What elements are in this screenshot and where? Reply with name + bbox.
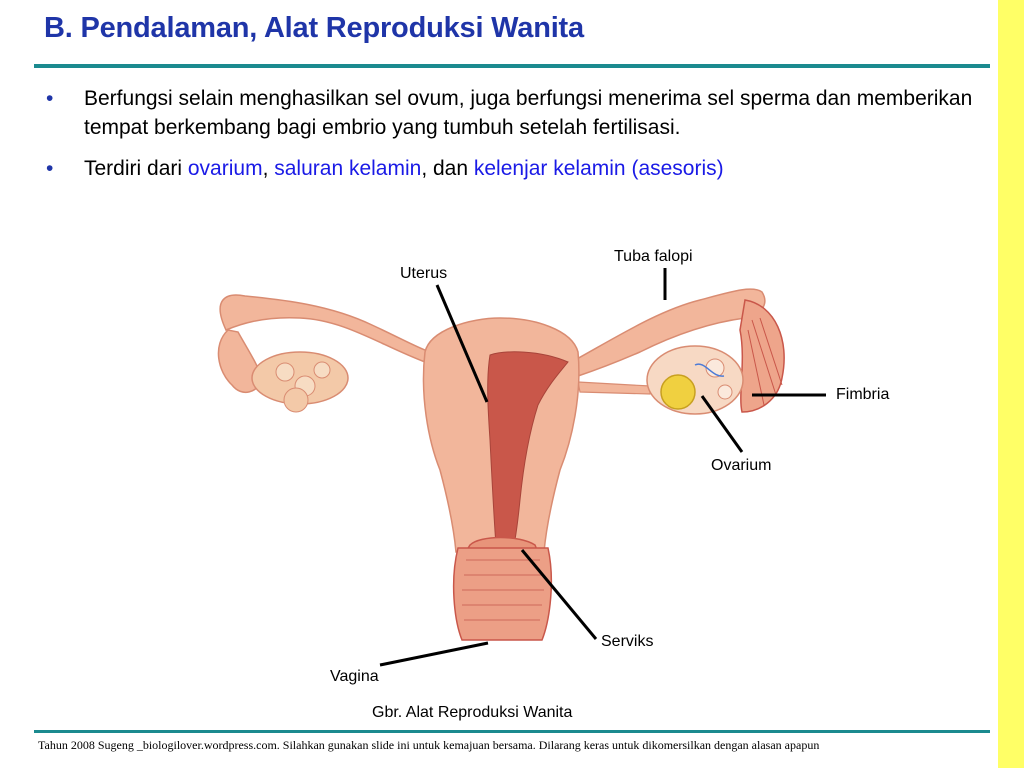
label-serviks: Serviks (601, 633, 654, 650)
label-vagina: Vagina (330, 668, 379, 685)
bullet-separator: , dan (421, 157, 474, 180)
footer-text: Tahun 2008 Sugeng _biologilover.wordpress.com. Silahkan gunakan slide ini untuk kemajuan bersama. Dilarang keras untuk dikomersilkan dengan alasan apapun (38, 738, 820, 752)
bullet-marker: • (46, 87, 54, 110)
term-kelenjar-kelamin: kelenjar kelamin (asesoris) (473, 157, 724, 180)
term-saluran-kelamin: saluran kelamin (274, 157, 422, 180)
bullet-prefix: Terdiri dari (84, 157, 188, 180)
slide-title: B. Pendalaman, Alat Reproduksi Wanita (44, 12, 584, 44)
left-ovary (252, 352, 348, 412)
uterus (423, 318, 578, 552)
bullet-marker: • (46, 157, 54, 180)
label-ovarium: Ovarium (711, 457, 772, 474)
label-fimbria: Fimbria (836, 386, 890, 403)
bullet-separator: , (262, 157, 275, 180)
figure-caption: Gbr. Alat Reproduksi Wanita (372, 704, 573, 721)
label-tuba-falopi: Tuba falopi (614, 248, 693, 265)
vagina (454, 548, 552, 640)
right-ovary (647, 346, 743, 414)
term-ovarium: ovarium (187, 157, 263, 180)
bullet-text: Berfungsi selain menghasilkan sel ovum, juga berfungsi menerima sel sperma dan memberikan tempat berkembang bagi embrio yang tumbuh setelah fertilisasi. (84, 87, 973, 139)
footer-divider (34, 730, 990, 733)
label-uterus: Uterus (400, 265, 448, 282)
